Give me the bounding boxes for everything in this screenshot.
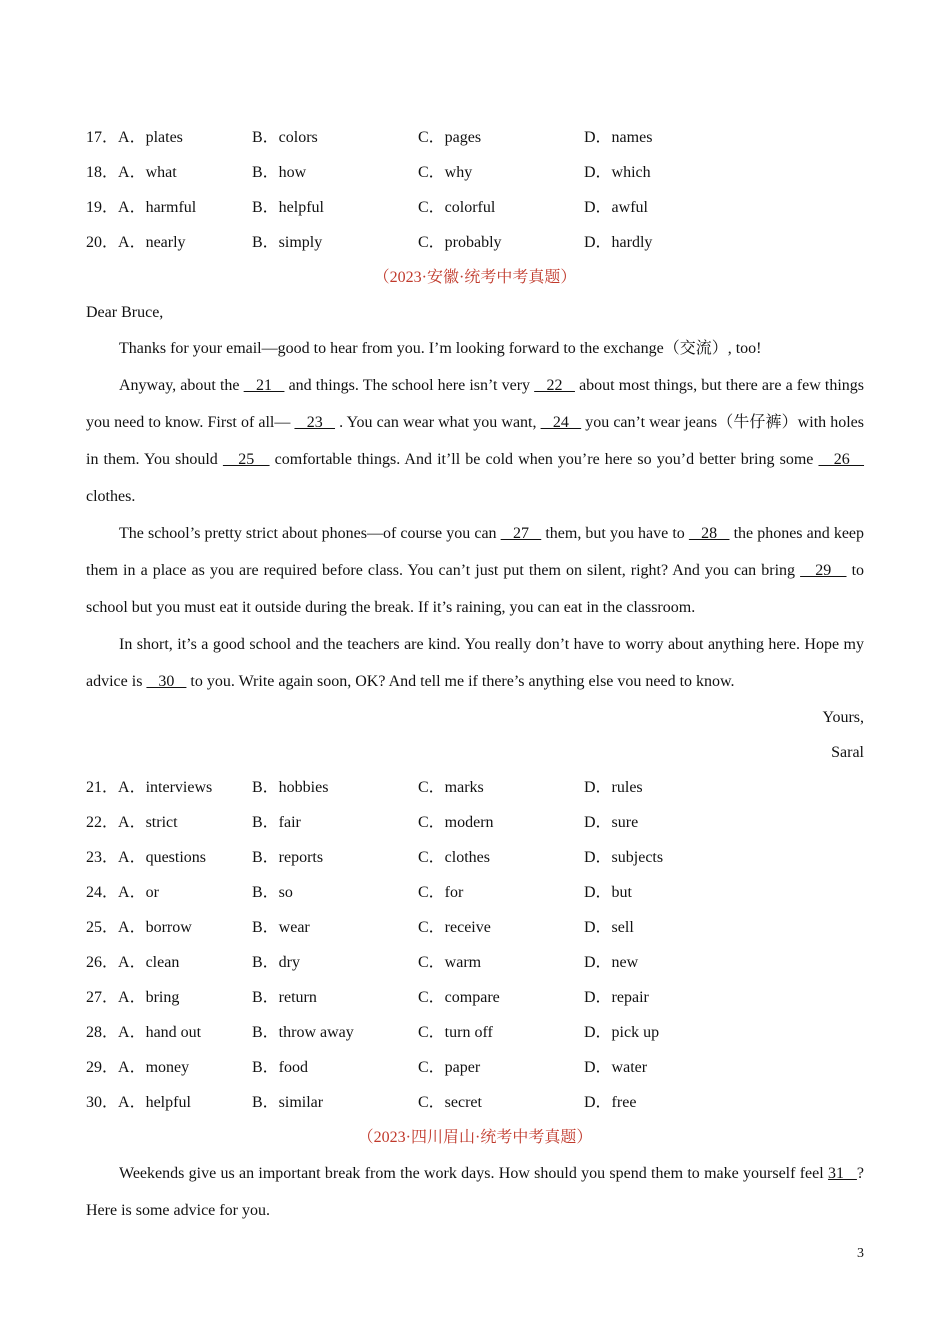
text-run: . You can wear what you want, — [335, 414, 541, 431]
question-number: 29． — [86, 1059, 119, 1076]
page-number: 3 — [857, 1246, 864, 1261]
blank-27: 27 — [500, 525, 542, 542]
blank-24: 24 — [540, 414, 582, 431]
question-option-a — [86, 1050, 189, 1085]
question-number: 28． — [86, 1024, 119, 1041]
question-number: 24． — [86, 884, 119, 901]
option-c: C．modern — [418, 814, 494, 831]
text-run: the phones and keep them in a place as you are required before class. You can’t just put them on silent, right? And you can bring — [86, 525, 865, 579]
source-label: （2023·安徽·统考中考真题） — [373, 269, 577, 286]
question-number: 22． — [86, 814, 119, 831]
question-row — [86, 840, 864, 875]
question-number: 26． — [86, 954, 119, 971]
blank-23: 23 — [294, 414, 336, 431]
option-a: A．questions — [118, 849, 207, 866]
option-c: C．colorful — [418, 199, 496, 216]
text-run: clothes. — [86, 488, 136, 505]
option-c: C．warm — [418, 954, 482, 971]
question-number: 25． — [86, 919, 119, 936]
question-row — [86, 770, 864, 805]
option-d: D．names — [584, 129, 653, 146]
blank-26: 26 — [818, 451, 865, 468]
option-a: A．nearly — [118, 234, 186, 251]
option-b: B．wear — [252, 919, 310, 936]
question-number: 19． — [86, 199, 119, 216]
blank-30: 30 — [146, 673, 187, 690]
text-run: about most things, but there are a few things you need to know. First of all— — [86, 377, 865, 431]
option-b: B．fair — [252, 814, 301, 831]
option-c: C．compare — [418, 989, 500, 1006]
question-row — [86, 805, 864, 840]
letter-paragraph-2 — [86, 367, 864, 515]
option-b: B．helpful — [252, 199, 324, 216]
text-run: and things. The school here isn’t very — [284, 377, 535, 394]
text-run: to you. Write again soon, OK? And tell me if there’s anything else vou need to know. — [186, 673, 735, 690]
question-row — [86, 980, 864, 1015]
option-b: B．throw away — [252, 1024, 354, 1041]
option-c: C．clothes — [418, 849, 490, 866]
question-option-a — [86, 1085, 191, 1120]
question-row — [86, 155, 864, 190]
option-a: A．clean — [118, 954, 180, 971]
option-b: B．simply — [252, 234, 323, 251]
text-run: The school’s pretty strict about phones—of course you can — [119, 525, 501, 542]
option-d: D．sure — [584, 814, 639, 831]
option-d: D．new — [584, 954, 639, 971]
question-row — [86, 1015, 864, 1050]
question-row — [86, 875, 864, 910]
question-option-a — [86, 1015, 201, 1050]
option-d: D．but — [584, 884, 633, 901]
question-option-a — [86, 155, 177, 190]
letter-paragraph-1: Thanks for your email—good to hear from you. I’m looking forward to the exchange（交流）, too! — [119, 340, 762, 357]
option-c: C．marks — [418, 779, 484, 796]
text-run: In short, it’s a good school and the teachers are kind. You really don’t have to worry about anything here. Hope my advice is — [86, 636, 864, 690]
option-a: A．money — [118, 1059, 190, 1076]
letter-signature: Saral — [831, 744, 864, 761]
option-b: B．similar — [252, 1094, 324, 1111]
option-a: A．what — [118, 164, 177, 181]
question-option-a — [86, 805, 178, 840]
blank-31: 31 — [828, 1165, 857, 1182]
question-option-a — [86, 120, 183, 155]
question-row — [86, 225, 864, 260]
worksheet-page — [86, 120, 864, 1229]
option-c: C．secret — [418, 1094, 482, 1111]
question-number: 21． — [86, 779, 119, 796]
question-number: 20． — [86, 234, 119, 251]
letter-paragraph-3 — [86, 515, 864, 626]
question-row — [86, 120, 864, 155]
option-b: B．hobbies — [252, 779, 329, 796]
letter-passage — [86, 295, 864, 770]
option-a: A．harmful — [118, 199, 197, 216]
option-b: B．reports — [252, 849, 324, 866]
question-group-21-30 — [86, 770, 864, 1120]
option-a: A．plates — [118, 129, 183, 146]
option-d: D．hardly — [584, 234, 653, 251]
text-run: Weekends give us an important break from the work days. How should you spend them to make yourself feel — [119, 1165, 829, 1182]
question-row — [86, 190, 864, 225]
question-option-a — [86, 225, 186, 260]
question-row — [86, 945, 864, 980]
passage-2-paragraph-1 — [86, 1155, 864, 1229]
option-b: B．so — [252, 884, 293, 901]
option-d: D．rules — [584, 779, 643, 796]
option-d: D．sell — [584, 919, 634, 936]
option-b: B．how — [252, 164, 307, 181]
option-c: C．pages — [418, 129, 482, 146]
option-d: D．water — [584, 1059, 648, 1076]
option-c: C．why — [418, 164, 473, 181]
letter-greeting: Dear Bruce, — [86, 304, 164, 321]
question-row — [86, 1050, 864, 1085]
text-run: you can’t wear jeans（牛仔裤）with holes in them. You should — [86, 414, 865, 468]
question-option-a — [86, 910, 192, 945]
question-row — [86, 910, 864, 945]
option-c: C．probably — [418, 234, 502, 251]
blank-29: 29 — [800, 562, 847, 579]
question-number: 30． — [86, 1094, 119, 1111]
blank-22: 22 — [534, 377, 575, 394]
option-a: A．hand out — [118, 1024, 202, 1041]
option-d: D．subjects — [584, 849, 664, 866]
option-b: B．food — [252, 1059, 309, 1076]
option-d: D．free — [584, 1094, 637, 1111]
blank-25: 25 — [222, 451, 270, 468]
option-d: D．repair — [584, 989, 649, 1006]
letter-closing: Yours, — [822, 709, 864, 726]
question-option-a — [86, 770, 212, 805]
blank-21: 21 — [243, 377, 285, 394]
option-b: B．colors — [252, 129, 318, 146]
option-a: A．interviews — [118, 779, 213, 796]
text-run: ? Here is some advice for you. — [86, 1165, 865, 1219]
option-a: A．strict — [118, 814, 178, 831]
question-number: 27． — [86, 989, 119, 1006]
letter-paragraph-4 — [86, 626, 864, 700]
option-d: D．which — [584, 164, 651, 181]
blank-28: 28 — [688, 525, 730, 542]
question-option-a — [86, 980, 179, 1015]
text-run: to school but you must eat it outside during the break. If it’s raining, you can eat in the classroom. — [86, 562, 865, 616]
option-c: C．for — [418, 884, 464, 901]
option-d: D．pick up — [584, 1024, 660, 1041]
question-number: 17． — [86, 129, 119, 146]
question-number: 23． — [86, 849, 119, 866]
option-a: A．helpful — [118, 1094, 191, 1111]
question-option-a — [86, 945, 179, 980]
option-a: A．or — [118, 884, 159, 901]
text-run: Anyway, about the — [119, 377, 244, 394]
question-option-a — [86, 840, 206, 875]
option-b: B．dry — [252, 954, 301, 971]
option-c: C．turn off — [418, 1024, 493, 1041]
text-run: them, but you have to — [541, 525, 689, 542]
option-b: B．return — [252, 989, 317, 1006]
option-a: A．bring — [118, 989, 180, 1006]
text-run: comfortable things. And it’ll be cold when you’re here so you’d better bring some — [269, 451, 819, 468]
option-c: C．receive — [418, 919, 491, 936]
source-label: （2023·四川眉山·统考中考真题） — [357, 1129, 593, 1146]
question-row — [86, 1085, 864, 1120]
question-option-a — [86, 190, 196, 225]
question-option-a — [86, 875, 159, 910]
question-number: 18． — [86, 164, 119, 181]
option-d: D．awful — [584, 199, 648, 216]
option-c: C．paper — [418, 1059, 481, 1076]
option-a: A．borrow — [118, 919, 192, 936]
question-group-17-20 — [86, 120, 864, 260]
